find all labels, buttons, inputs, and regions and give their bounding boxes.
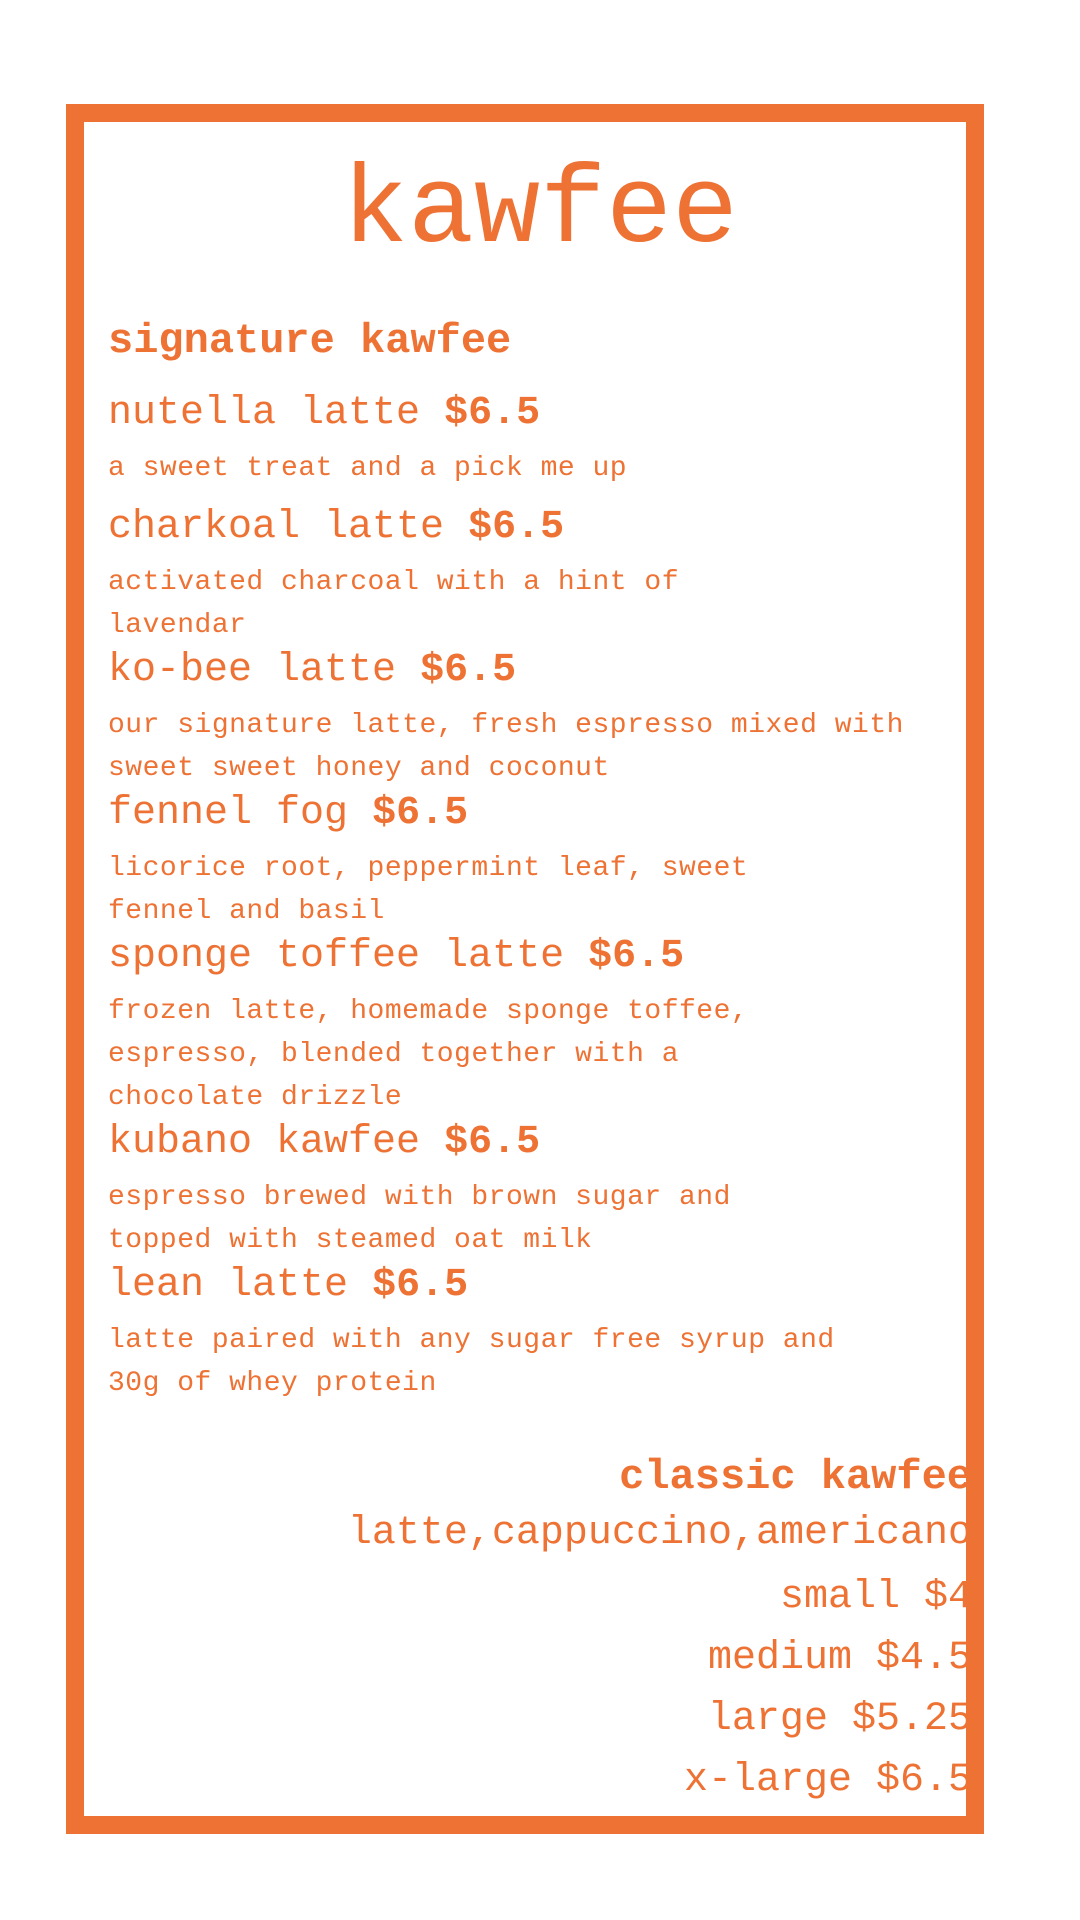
size-label: large <box>707 1697 828 1742</box>
item-name: fennel fog <box>108 791 349 836</box>
item-price: $6.5 <box>420 648 517 693</box>
item-description: licorice root, peppermint leaf, sweet fennel and basil <box>108 853 749 927</box>
size-row-x-large <box>348 1758 972 1803</box>
item-description: latte paired with any sugar free syrup and 30g of whey protein <box>108 1325 835 1399</box>
size-label: medium <box>707 1636 852 1681</box>
item-title <box>108 647 908 695</box>
classic-section <box>347 1453 972 1822</box>
classic-drinks-list: latte,cappuccino,americano <box>347 1511 972 1556</box>
size-label: small <box>779 1575 900 1620</box>
classic-heading: classic kawfee <box>619 1453 972 1501</box>
size-price: $5.25 <box>851 1697 972 1742</box>
item-description: a sweet treat and a pick me up <box>108 453 628 484</box>
size-price: $6.5 <box>875 1758 972 1803</box>
menu-item-lean-latte <box>108 1262 908 1405</box>
item-price: $6.5 <box>444 1120 541 1165</box>
size-price: $4 <box>923 1575 972 1620</box>
size-row-medium <box>348 1636 972 1681</box>
item-title <box>108 790 908 838</box>
signature-section <box>108 317 908 1405</box>
item-title <box>108 933 908 981</box>
item-title <box>108 1119 908 1167</box>
item-name: sponge toffee latte <box>108 934 565 979</box>
item-description: activated charcoal with a hint of lavendar <box>108 567 679 641</box>
item-title <box>108 390 908 438</box>
size-label: x-large <box>683 1758 852 1803</box>
item-name: kubano kawfee <box>108 1120 421 1165</box>
size-row-large <box>348 1697 972 1742</box>
item-price: $6.5 <box>372 791 469 836</box>
item-name: nutella latte <box>108 391 421 436</box>
item-price: $6.5 <box>468 505 565 550</box>
menu-item-ko-bee-latte <box>108 647 908 790</box>
item-title <box>108 1262 908 1310</box>
item-price: $6.5 <box>588 934 685 979</box>
item-price: $6.5 <box>372 1263 469 1308</box>
signature-heading: signature kawfee <box>108 317 512 365</box>
item-name: charkoal latte <box>108 505 445 550</box>
size-price: $4.5 <box>875 1636 972 1681</box>
menu-title: kawfee <box>341 150 739 275</box>
item-price: $6.5 <box>444 391 541 436</box>
item-name: ko-bee latte <box>108 648 397 693</box>
menu-item-charkoal-latte <box>108 504 908 647</box>
menu-item-fennel-fog <box>108 790 908 933</box>
item-description: frozen latte, homemade sponge toffee, espresso, blended together with a chocolate drizzle <box>108 996 749 1113</box>
item-title <box>108 504 908 552</box>
menu-item-sponge-toffee-latte <box>108 933 908 1119</box>
item-description: espresso brewed with brown sugar and topped with steamed oat milk <box>108 1182 731 1256</box>
menu-item-nutella-latte <box>108 390 908 504</box>
item-name: lean latte <box>108 1263 349 1308</box>
size-row-small <box>348 1575 972 1620</box>
item-description: our signature latte, fresh espresso mixed with sweet sweet honey and coconut <box>108 710 904 784</box>
menu-item-kubano-kawfee <box>108 1119 908 1262</box>
